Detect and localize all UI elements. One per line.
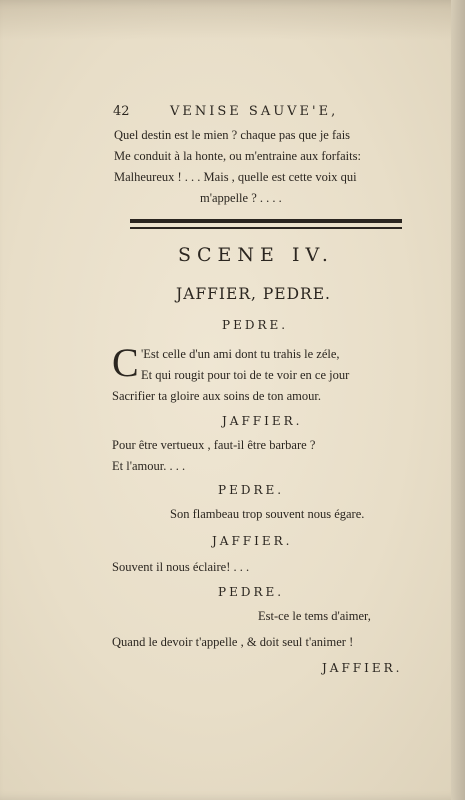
speaker-name: PEDRE. (218, 483, 285, 497)
verse-line: Me conduit à la honte, ou m'entraine aux forfaits: (114, 149, 361, 163)
verse-line: Pour être vertueux , faut-il être barbare ? (112, 438, 316, 452)
characters-heading: JAFFIER, PEDRE. (176, 285, 331, 303)
scene-title: SCENE IV. (178, 244, 334, 266)
verse-line: Est-ce le tems d'aimer, (258, 609, 371, 623)
catchword: JAFFIER. (322, 661, 403, 675)
verse-line: Souvent il nous éclaire! . . . (112, 560, 250, 574)
speaker-name: JAFFIER. (222, 414, 303, 428)
speaker-name: PEDRE. (222, 318, 289, 332)
speaker-name: JAFFIER. (212, 534, 293, 548)
verse-line: m'appelle ? . . . . (200, 191, 282, 205)
speaker-name: PEDRE. (218, 585, 285, 599)
verse-line: 'Est celle d'un ami dont tu trahis le zéle, (141, 347, 340, 361)
section-rule (130, 219, 402, 223)
verse-line: Son flambeau trop souvent nous égare. (170, 507, 365, 521)
section-rule-thin (130, 227, 402, 229)
verse-line: Quel destin est le mien ? chaque pas que je fais (114, 128, 351, 142)
drop-cap: C (112, 340, 139, 385)
page-number: 42 (113, 104, 130, 119)
verse-line: Malheureux ! . . . Mais , quelle est cette voix qui (114, 170, 357, 184)
verse-line: Et l'amour. . . . (112, 459, 186, 473)
running-head: VENISE SAUVE'E, (170, 104, 339, 119)
verse-line: Sacrifier ta gloire aux soins de ton amour. (112, 389, 321, 403)
page-shadow (0, 0, 465, 40)
page-edge (451, 0, 465, 800)
verse-line: Quand le devoir t'appelle , & doit seul t'animer ! (112, 635, 354, 649)
verse-line: Et qui rougit pour toi de te voir en ce jour (141, 368, 350, 382)
